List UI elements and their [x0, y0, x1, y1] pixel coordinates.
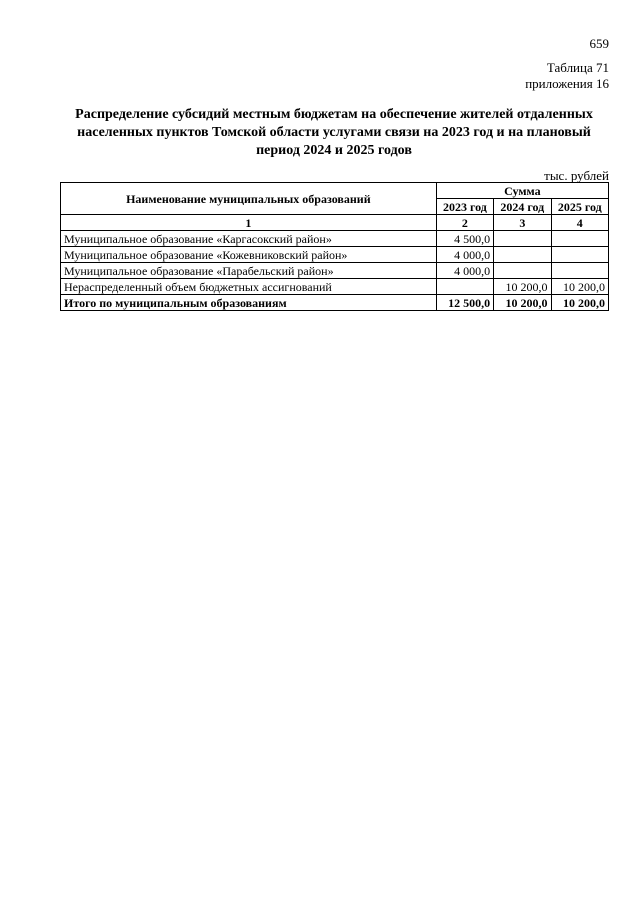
header-year-2024: 2024 год: [494, 199, 551, 215]
table-row: [61, 263, 609, 279]
table-row: [61, 247, 609, 263]
row-name: Нераспределенный объем бюджетных ассигнований: [61, 279, 437, 295]
row-value-2023: [436, 279, 493, 295]
row-value-2023: 4 500,0: [436, 231, 493, 247]
header-row: [61, 183, 609, 199]
total-row: [61, 295, 609, 311]
header-name: Наименование муниципальных образований: [61, 183, 437, 215]
document-title: Распределение субсидий местным бюджетам на обеспечение жителей отдаленных населенных пунктов Томской области услугами связи на 2023 год и на плановый период 2024 и 2025 годов: [75, 107, 593, 158]
index-row: [61, 215, 609, 231]
row-value-2025: [551, 263, 608, 279]
row-value-2025: [551, 247, 608, 263]
table-reference: [525, 60, 609, 92]
total-value-2023: 12 500,0: [436, 295, 493, 311]
appendix-number: приложения 16: [525, 76, 609, 91]
header-sum: Сумма: [436, 183, 608, 199]
table-row: [61, 231, 609, 247]
index-cell: 2: [436, 215, 493, 231]
row-value-2024: [494, 231, 551, 247]
header-year-2025: 2025 год: [551, 199, 608, 215]
total-name: Итого по муниципальным образованиям: [61, 295, 437, 311]
row-name: Муниципальное образование «Кожевниковский район»: [61, 247, 437, 263]
row-value-2025: 10 200,0: [551, 279, 608, 295]
index-cell: 1: [61, 215, 437, 231]
row-name: Муниципальное образование «Парабельский район»: [61, 263, 437, 279]
index-cell: 4: [551, 215, 608, 231]
total-value-2024: 10 200,0: [494, 295, 551, 311]
row-value-2023: 4 000,0: [436, 247, 493, 263]
header-year-2023: 2023 год: [436, 199, 493, 215]
row-name: Муниципальное образование «Каргасокский район»: [61, 231, 437, 247]
table-number: Таблица 71: [546, 60, 609, 75]
row-value-2025: [551, 231, 608, 247]
total-value-2025: 10 200,0: [551, 295, 608, 311]
index-cell: 3: [494, 215, 551, 231]
row-value-2024: [494, 247, 551, 263]
subsidy-table: [60, 182, 609, 311]
row-value-2023: 4 000,0: [436, 263, 493, 279]
table-row: [61, 279, 609, 295]
row-value-2024: [494, 263, 551, 279]
units-label: тыс. рублей: [544, 168, 609, 183]
row-value-2024: 10 200,0: [494, 279, 551, 295]
page-number: 659: [589, 36, 609, 51]
